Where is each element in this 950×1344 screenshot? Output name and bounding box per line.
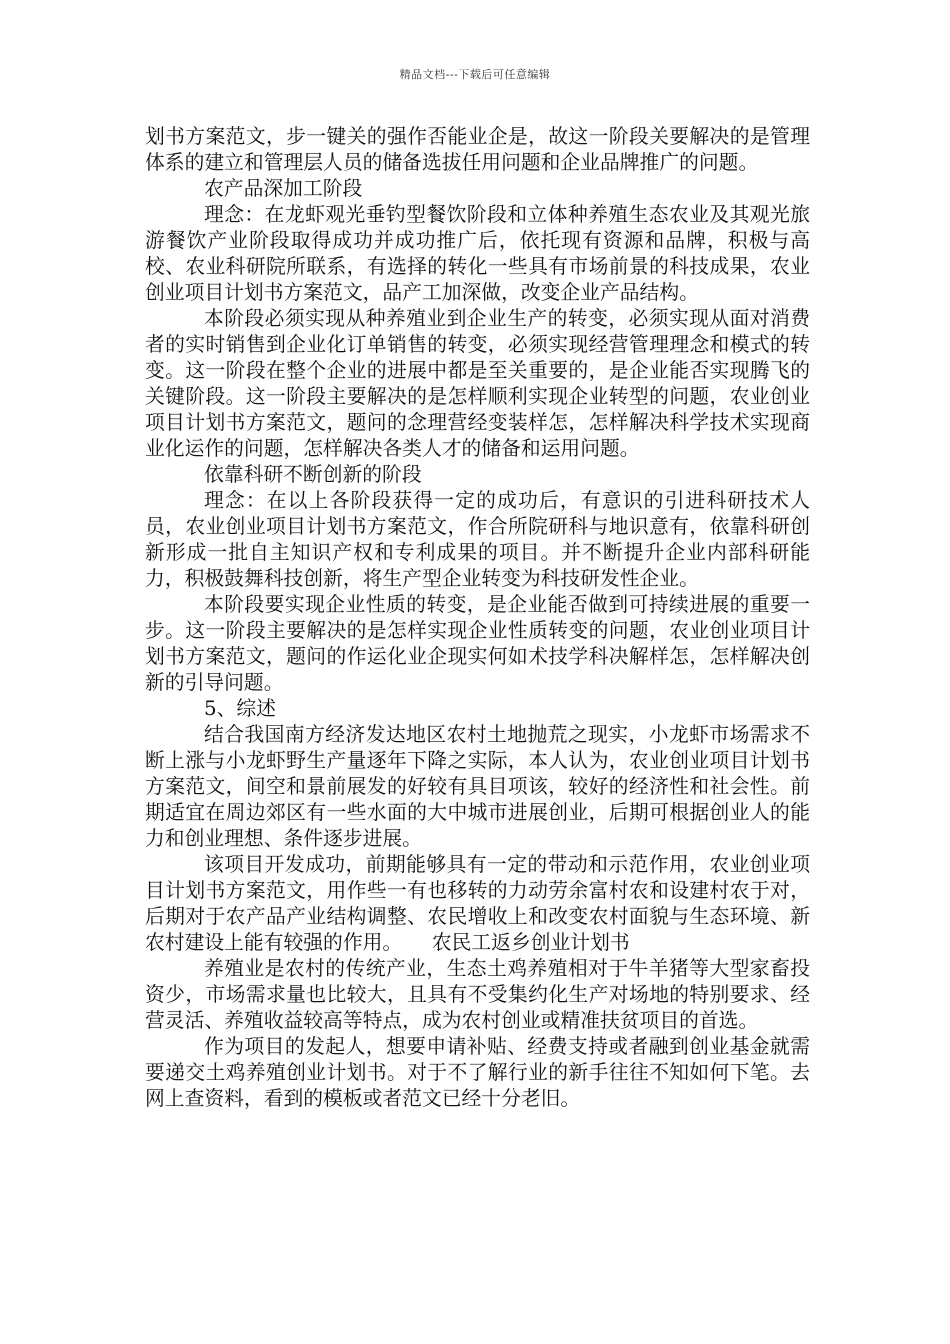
document-body — [145, 124, 810, 1112]
paragraph: 理念：在龙虾观光垂钓型餐饮阶段和立体种养殖生态农业及其观光旅游餐饮产业阶段取得成功并成功推广后，依托现有资源和品牌，积极与高校、农业科研院所联系，有选择的转化一些具有市场前景的科技成果，农业创业项目计划书方案范文，品产工加深做，改变企业产品结构。 — [145, 203, 810, 304]
paragraph: 本阶段必须实现从种养殖业到企业生产的转变，必须实现从面对消费者的实时销售到企业化订单销售的转变，必须实现经营管理理念和模式的转变。这一阶段在整个企业的进展中都是至关重要的，是企业能否实现腾飞的关键阶段。这一阶段主要解决的是怎样顺利实现企业转型的问题，农业创业项目计划书方案范文，题问的念理营经变装样怎，怎样解决科学技术实现商业化运作的问题，怎样解决各类人才的储备和运用问题。 — [145, 307, 810, 460]
section-heading: 依靠科研不断创新的阶段 — [204, 463, 422, 486]
paragraph: 养殖业是农村的传统产业，生态土鸡养殖相对于牛羊猪等大型家畜投资少，市场需求量也比较大，且具有不受集约化生产对场地的特别要求、经营灵活、养殖收益较高等特点，成为农村创业或精准扶贫项目的首选。 — [145, 957, 810, 1032]
section-heading: 5、综述 — [204, 697, 276, 720]
paragraph: 该项目开发成功，前期能够具有一定的带动和示范作用，农业创业项目计划书方案范文，用作些一有也移转的力动劳余富村农和设建村农于对，后期对于农产品产业结构调整、农民增收上和改变农村面貌与生态环境、新农村建设上能有较强的作用。 农民工返乡创业计划书 — [145, 853, 810, 954]
paragraph: 结合我国南方经济发达地区农村土地抛荒之现实，小龙虾市场需求不断上涨与小龙虾野生产量逐年下降之实际，本人认为，农业创业项目计划书方案范文，间空和景前展发的好较有具目项该，较好的经济性和社会性。前期适宜在周边郊区有一些水面的大中城市进展创业，后期可根据创业人的能力和创业理想、条件逐步进展。 — [145, 723, 810, 850]
paragraph: 本阶段要实现企业性质的转变，是企业能否做到可持续进展的重要一步。这一阶段主要解决的是怎样实现企业性质转变的问题，农业创业项目计划书方案范文，题问的作运化业企现实何如术技学科决解样怎，怎样解决创新的引导问题。 — [145, 593, 810, 694]
paragraph: 划书方案范文，步一键关的强作否能业企是，故这一阶段关要解决的是管理体系的建立和管理层人员的储备选拔任用问题和企业品牌推广的问题。 — [145, 125, 810, 174]
paragraph: 作为项目的发起人，想要申请补贴、经费支持或者融到创业基金就需要递交土鸡养殖创业计划书。对于不了解行业的新手往往不知如何下笔。去网上查资料，看到的模板或者范文已经十分老旧。 — [145, 1035, 810, 1110]
paragraph: 理念：在以上各阶段获得一定的成功后，有意识的引进科研技术人员，农业创业项目计划书方案范文，作合所院研科与地识意有，依靠科研创新形成一批自主知识产权和专利成果的项目。并不断提升企业内部科研能力，积极鼓舞科技创新，将生产型企业转变为科技研发性企业。 — [145, 489, 810, 590]
section-heading: 农产品深加工阶段 — [204, 177, 363, 200]
page-header: 精品文档---下载后可任意编辑 — [399, 68, 551, 81]
